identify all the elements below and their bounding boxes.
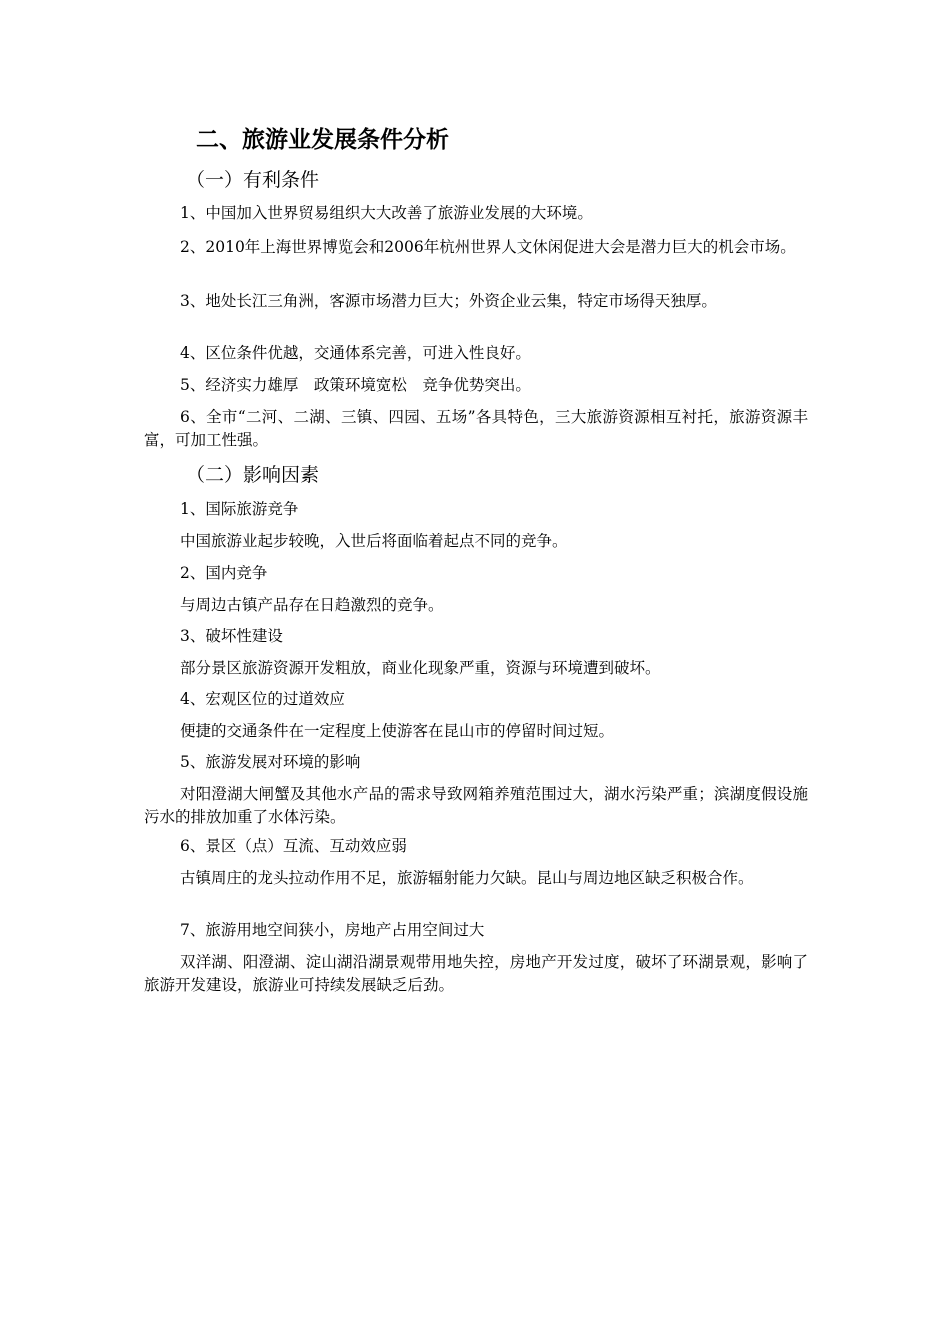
section-heading-influencing-factors: （二）影响因素 — [186, 464, 320, 486]
paragraph: 与周边古镇产品存在日趋激烈的竞争。 — [180, 596, 444, 614]
factor-heading: 5、旅游发展对环境的影响 — [180, 753, 361, 771]
factor-heading: 3、破坏性建设 — [180, 627, 283, 645]
factor-heading: 2、国内竞争 — [180, 564, 268, 582]
paragraph: 1、中国加入世界贸易组织大大改善了旅游业发展的大环境。 — [180, 204, 593, 222]
paragraph: 对阳澄湖大闸蟹及其他水产品的需求导致网箱养殖范围过大，湖水污染严重；滨湖度假设施污水的排放加重了水体污染。 — [144, 785, 808, 826]
paragraph: 5、经济实力雄厚 政策环境宽松 竞争优势突出。 — [180, 376, 531, 394]
paragraph: 3、地处长江三角洲，客源市场潜力巨大；外资企业云集，特定市场得天独厚。 — [180, 292, 717, 310]
paragraph: 部分景区旅游资源开发粗放，商业化现象严重，资源与环境遭到破坏。 — [180, 659, 661, 677]
paragraph: 中国旅游业起步较晚，入世后将面临着起点不同的竞争。 — [180, 532, 568, 550]
paragraph: 古镇周庄的龙头拉动作用不足，旅游辐射能力欠缺。昆山与周边地区缺乏积极合作。 — [180, 869, 754, 887]
paragraph: 6、全市“二河、二湖、三镇、四园、五场”各具特色，三大旅游资源相互衬托，旅游资源丰富，可加工性强。 — [144, 408, 808, 449]
paragraph: 双洋湖、阳澄湖、淀山湖沿湖景观带用地失控，房地产开发过度，破坏了环湖景观，影响了旅游开发建设，旅游业可持续发展缺乏后劲。 — [144, 953, 808, 994]
paragraph: 便捷的交通条件在一定程度上使游客在昆山市的停留时间过短。 — [180, 722, 615, 740]
paragraph: 4、区位条件优越，交通体系完善，可进入性良好。 — [180, 344, 531, 362]
factor-heading: 7、旅游用地空间狭小，房地产占用空间过大 — [180, 921, 485, 939]
paragraph: 2、2010年上海世界博览会和2006年杭州世界人文休闲促进大会是潜力巨大的机会市场。 — [180, 238, 796, 256]
factor-heading: 4、宏观区位的过道效应 — [180, 690, 345, 708]
document-title: 二、旅游业发展条件分析 — [196, 127, 449, 153]
factor-heading: 1、国际旅游竞争 — [180, 500, 299, 518]
factor-heading: 6、景区（点）互流、互动效应弱 — [180, 837, 407, 855]
section-heading-favorable-conditions: （一）有利条件 — [186, 169, 320, 191]
